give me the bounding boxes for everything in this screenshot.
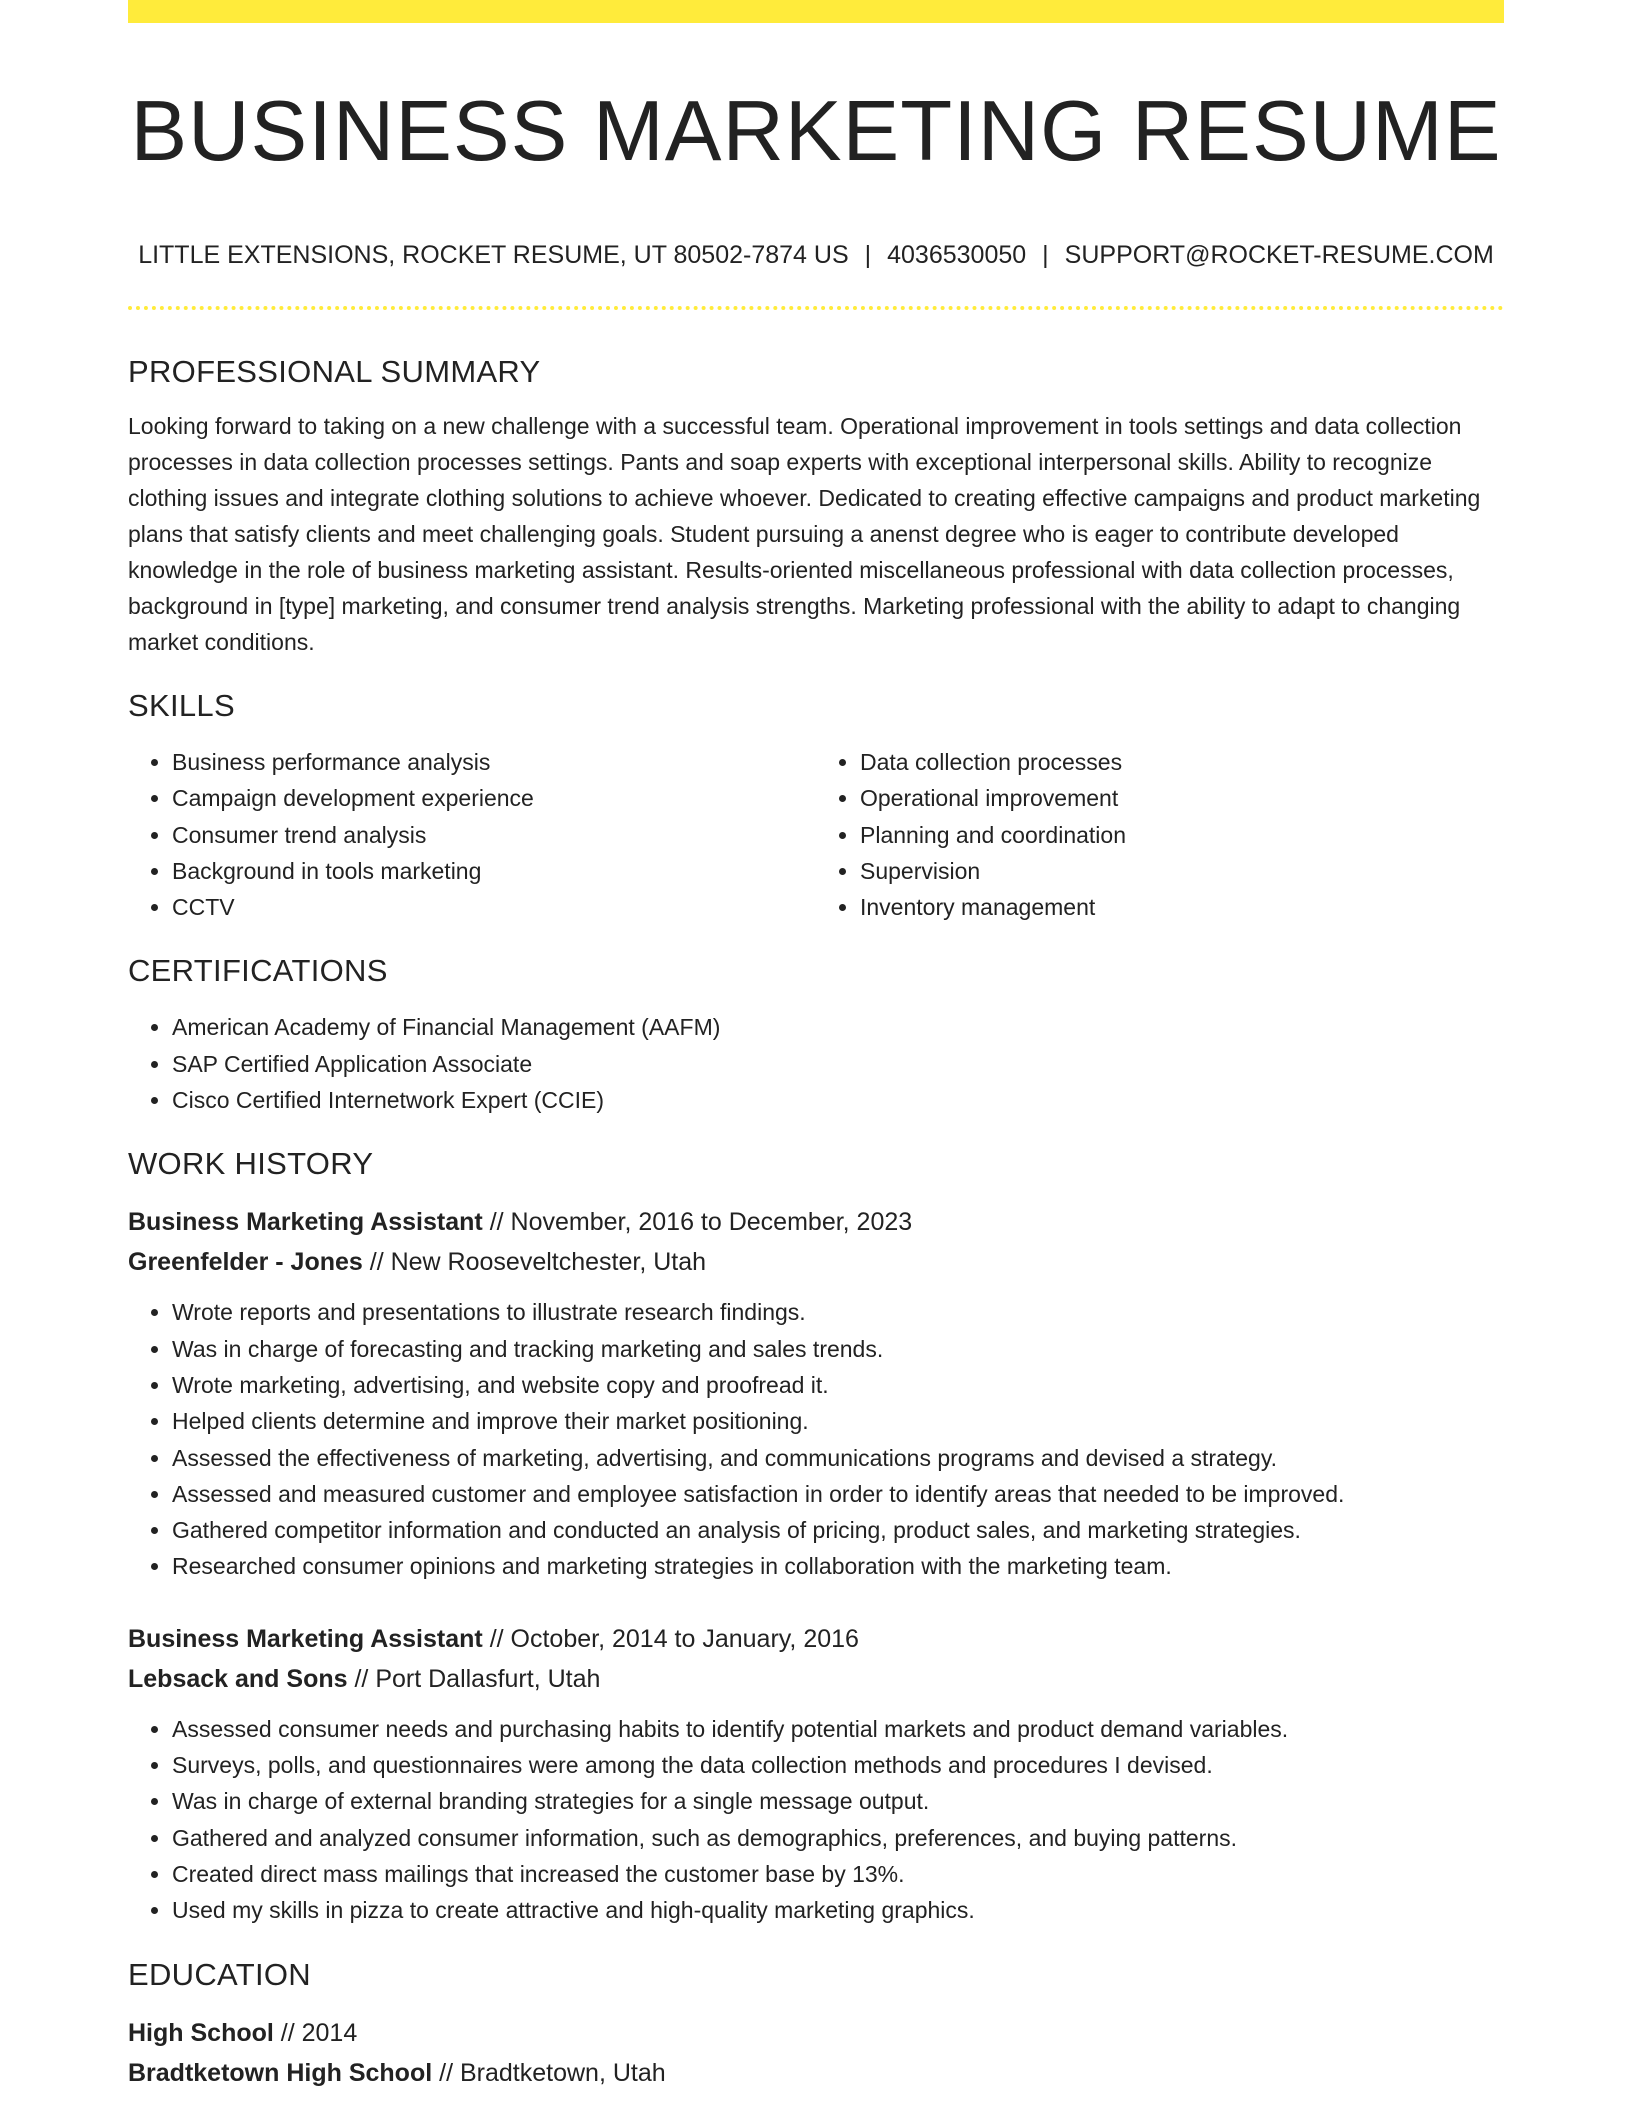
education-location: // Bradtketown, Utah (439, 2058, 666, 2087)
education-heading: EDUCATION (128, 1956, 311, 1992)
education-year: // 2014 (280, 2018, 358, 2047)
job-dates: // November, 2016 to December, 2023 (489, 1208, 913, 1237)
job-entry (128, 1202, 1504, 1584)
skills-grid (128, 744, 1504, 925)
contact-address: LITTLE EXTENSIONS, ROCKET RESUME, UT 80502-7874 US (138, 241, 849, 269)
job-bullet: • Helped clients determine and improve their market positioning. (172, 1403, 1504, 1439)
job-company: Greenfelder - Jones (128, 1248, 363, 1277)
skills-list-right (816, 744, 1504, 925)
job-bullet: • Gathered and analyzed consumer information, such as demographics, preferences, and buying patterns. (172, 1820, 1504, 1856)
skill-item: • Campaign development experience (172, 780, 816, 816)
resume-title: BUSINESS MARKETING RESUME (130, 84, 1502, 179)
job-bullet: • Created direct mass mailings that increased the customer base by 13%. (172, 1856, 1504, 1892)
education-school-line (128, 2053, 1504, 2093)
skill-item: • CCTV (172, 889, 816, 925)
job-bullet: • Wrote marketing, advertising, and website copy and proofread it. (172, 1367, 1504, 1403)
job-bullet: • Surveys, polls, and questionnaires were among the data collection methods and procedures I devised. (172, 1747, 1504, 1783)
skill-item: • Business performance analysis (172, 744, 816, 780)
summary-text: Looking forward to taking on a new challenge with a successful team. Operational improvement in tools settings and data collection processes in data collection processes settings. Pants and soap experts with exceptional interpersonal skills. Ability to recognize clothing issues and integrate clothing solutions to achieve whoever. Dedicated to creating effective campaigns and product marketing plans that satisfy clients and meet challenging goals. Student pursuing a anenst degree who is eager to contribute developed knowledge in the role of business marketing assistant. Results-oriented miscellaneous professional with data collection processes, background in [type] marketing, and consumer trend analysis strengths. Marketing professional with the ability to adapt to changing market conditions. (128, 413, 1481, 655)
work-history-section (128, 1144, 1504, 1928)
summary-section (128, 352, 1504, 660)
job-bullet: • Researched consumer opinions and marketing strategies in collaboration with the marketing team. (172, 1548, 1504, 1584)
certification-item: • SAP Certified Application Associate (172, 1046, 1504, 1082)
certification-item: • Cisco Certified Internetwork Expert (CCIE) (172, 1082, 1504, 1118)
certifications-heading: CERTIFICATIONS (128, 953, 388, 989)
job-bullet: • Was in charge of forecasting and tracking marketing and sales trends. (172, 1331, 1504, 1367)
job-title: Business Marketing Assistant (128, 1624, 483, 1653)
certifications-list (128, 1009, 1504, 1118)
education-degree-line (128, 2013, 1504, 2053)
job-header (128, 1619, 1504, 1699)
job-location: // New Rooseveltchester, Utah (369, 1248, 707, 1277)
certification-item: • American Academy of Financial Management (AAFM) (172, 1009, 1504, 1045)
skills-heading: SKILLS (128, 688, 235, 723)
skills-list-left (128, 744, 816, 925)
contact-separator: | (1042, 241, 1049, 269)
contact-separator: | (864, 241, 872, 269)
skill-item: • Data collection processes (860, 744, 1504, 780)
contact-email: SUPPORT@ROCKET-RESUME.COM (1064, 241, 1494, 269)
skill-item: • Planning and coordination (860, 817, 1504, 853)
job-location: // Port Dallasfurt, Utah (354, 1664, 601, 1693)
job-bullet: • Assessed consumer needs and purchasing habits to identify potential markets and product demand variables. (172, 1711, 1504, 1747)
job-company-line (128, 1242, 1504, 1282)
job-company-line (128, 1659, 1504, 1699)
job-title-line (128, 1202, 1504, 1242)
job-company: Lebsack and Sons (128, 1664, 348, 1693)
job-bullets (128, 1711, 1504, 1929)
skill-item: • Operational improvement (860, 780, 1504, 816)
education-school: Bradtketown High School (128, 2058, 433, 2087)
skill-item: • Consumer trend analysis (172, 817, 816, 853)
job-dates: // October, 2014 to January, 2016 (489, 1624, 859, 1653)
job-bullet: • Assessed and measured customer and employee satisfaction in order to identify areas that needed to be improved. (172, 1476, 1504, 1512)
skill-item: • Inventory management (860, 889, 1504, 925)
skills-section (128, 686, 1504, 925)
job-bullet: • Wrote reports and presentations to illustrate research findings. (172, 1294, 1504, 1330)
job-title-line (128, 1619, 1504, 1659)
work-history-heading: WORK HISTORY (128, 1146, 374, 1182)
job-header (128, 1202, 1504, 1282)
education-entry (128, 2013, 1504, 2093)
job-bullet: • Gathered competitor information and conducted an analysis of pricing, product sales, and marketing strategies. (172, 1512, 1504, 1548)
contact-phone: 4036530050 (887, 241, 1027, 269)
job-bullet: • Used my skills in pizza to create attractive and high-quality marketing graphics. (172, 1892, 1504, 1928)
resume-content (128, 352, 1504, 2119)
skill-item: • Background in tools marketing (172, 853, 816, 889)
certifications-section (128, 951, 1504, 1118)
skill-item: • Supervision (860, 853, 1504, 889)
job-bullet: • Was in charge of external branding strategies for a single message output. (172, 1783, 1504, 1819)
job-title: Business Marketing Assistant (128, 1208, 483, 1237)
top-accent-bar (128, 0, 1504, 23)
education-degree: High School (128, 2018, 274, 2047)
job-bullets (128, 1294, 1504, 1584)
education-section (128, 1955, 1504, 2093)
dotted-divider (128, 306, 1504, 310)
job-entry (128, 1619, 1504, 1929)
job-bullet: • Assessed the effectiveness of marketing, advertising, and communications programs and devised a strategy. (172, 1440, 1504, 1476)
contact-line (128, 238, 1504, 272)
summary-heading: PROFESSIONAL SUMMARY (128, 354, 541, 389)
